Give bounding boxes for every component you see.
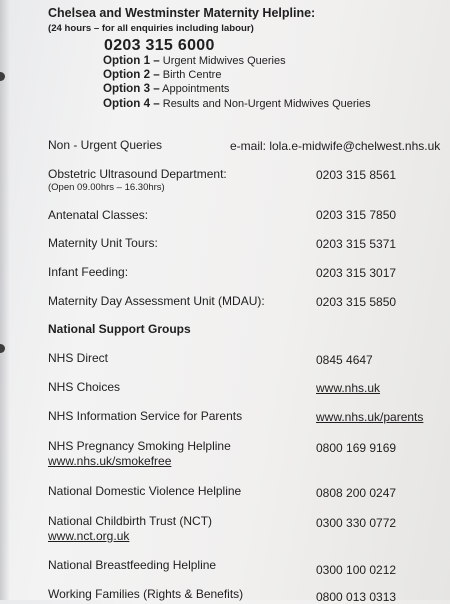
nct-label: National Childbirth Trust (NCT) xyxy=(48,514,213,528)
ultrasound-hours: (Open 09.00hrs – 16.30hrs) xyxy=(48,182,165,193)
nct-link[interactable]: www.nct.org.uk xyxy=(48,529,130,543)
option-2 xyxy=(103,68,221,81)
feeding-label: Infant Feeding: xyxy=(48,265,129,279)
working-families-number[interactable]: 0800 013 0313 xyxy=(316,590,397,604)
option-3-desc: Appointments xyxy=(159,83,230,95)
nhs-choices-label: NHS Choices xyxy=(48,380,121,394)
nhs-parents-label: NHS Information Service for Parents xyxy=(48,409,243,423)
option-1-name: Option 1 – xyxy=(103,54,160,67)
smoking-helpline-label: NHS Pregnancy Smoking Helpline xyxy=(48,439,231,453)
page-edge-shadow xyxy=(0,0,10,600)
option-3-name: Option 3 – xyxy=(103,82,160,95)
nct-number[interactable]: 0300 330 0772 xyxy=(316,516,397,530)
working-families-label: Working Families (Rights & Benefits) xyxy=(48,587,244,601)
antenatal-number[interactable]: 0203 315 7850 xyxy=(316,208,397,222)
smoking-helpline-number[interactable]: 0800 169 9169 xyxy=(316,441,397,455)
tours-label: Maternity Unit Tours: xyxy=(48,236,158,250)
ultrasound-number[interactable]: 0203 315 8561 xyxy=(316,168,397,182)
helpline-subtitle: (24 hours – for all enquiries including labour) xyxy=(48,23,254,34)
option-2-name: Option 2 – xyxy=(103,68,160,81)
smoking-helpline-link[interactable]: www.nhs.uk/smokefree xyxy=(48,454,172,468)
ultrasound-label: Obstetric Ultrasound Department: xyxy=(48,167,227,181)
nhs-direct-label: NHS Direct xyxy=(48,351,109,365)
nhs-parents-link[interactable]: www.nhs.uk/parents xyxy=(316,410,424,424)
option-2-desc: Birth Centre xyxy=(159,69,222,81)
nhs-choices-link[interactable]: www.nhs.uk xyxy=(316,381,381,395)
non-urgent-email[interactable]: e-mail: lola.e-midwife@chelwest.nhs.uk xyxy=(230,139,441,153)
mdau-number[interactable]: 0203 315 5850 xyxy=(316,295,397,309)
option-4-name: Option 4 – xyxy=(103,97,160,110)
tours-number[interactable]: 0203 315 5371 xyxy=(316,237,397,251)
mdau-label: Maternity Day Assessment Unit (MDAU): xyxy=(48,294,265,308)
option-1 xyxy=(103,54,286,67)
domestic-violence-number[interactable]: 0808 200 0247 xyxy=(316,486,397,500)
option-1-desc: Urgent Midwives Queries xyxy=(159,55,286,67)
non-urgent-label: Non - Urgent Queries xyxy=(48,138,163,152)
domestic-violence-label: National Domestic Violence Helpline xyxy=(48,484,242,498)
breastfeeding-label: National Breastfeeding Helpline xyxy=(48,558,217,572)
helpline-title: Chelsea and Westminster Maternity Helpline: xyxy=(48,6,316,20)
helpline-main-number[interactable]: 0203 315 6000 xyxy=(104,37,215,54)
breastfeeding-number[interactable]: 0300 100 0212 xyxy=(316,563,397,577)
nhs-direct-number[interactable]: 0845 4647 xyxy=(316,353,373,367)
option-3 xyxy=(103,82,229,95)
support-heading: National Support Groups xyxy=(48,322,191,336)
option-4-desc: Results and Non-Urgent Midwives Queries xyxy=(159,98,371,110)
feeding-number[interactable]: 0203 315 3017 xyxy=(316,266,397,280)
antenatal-label: Antenatal Classes: xyxy=(48,208,149,222)
option-4 xyxy=(103,97,371,110)
